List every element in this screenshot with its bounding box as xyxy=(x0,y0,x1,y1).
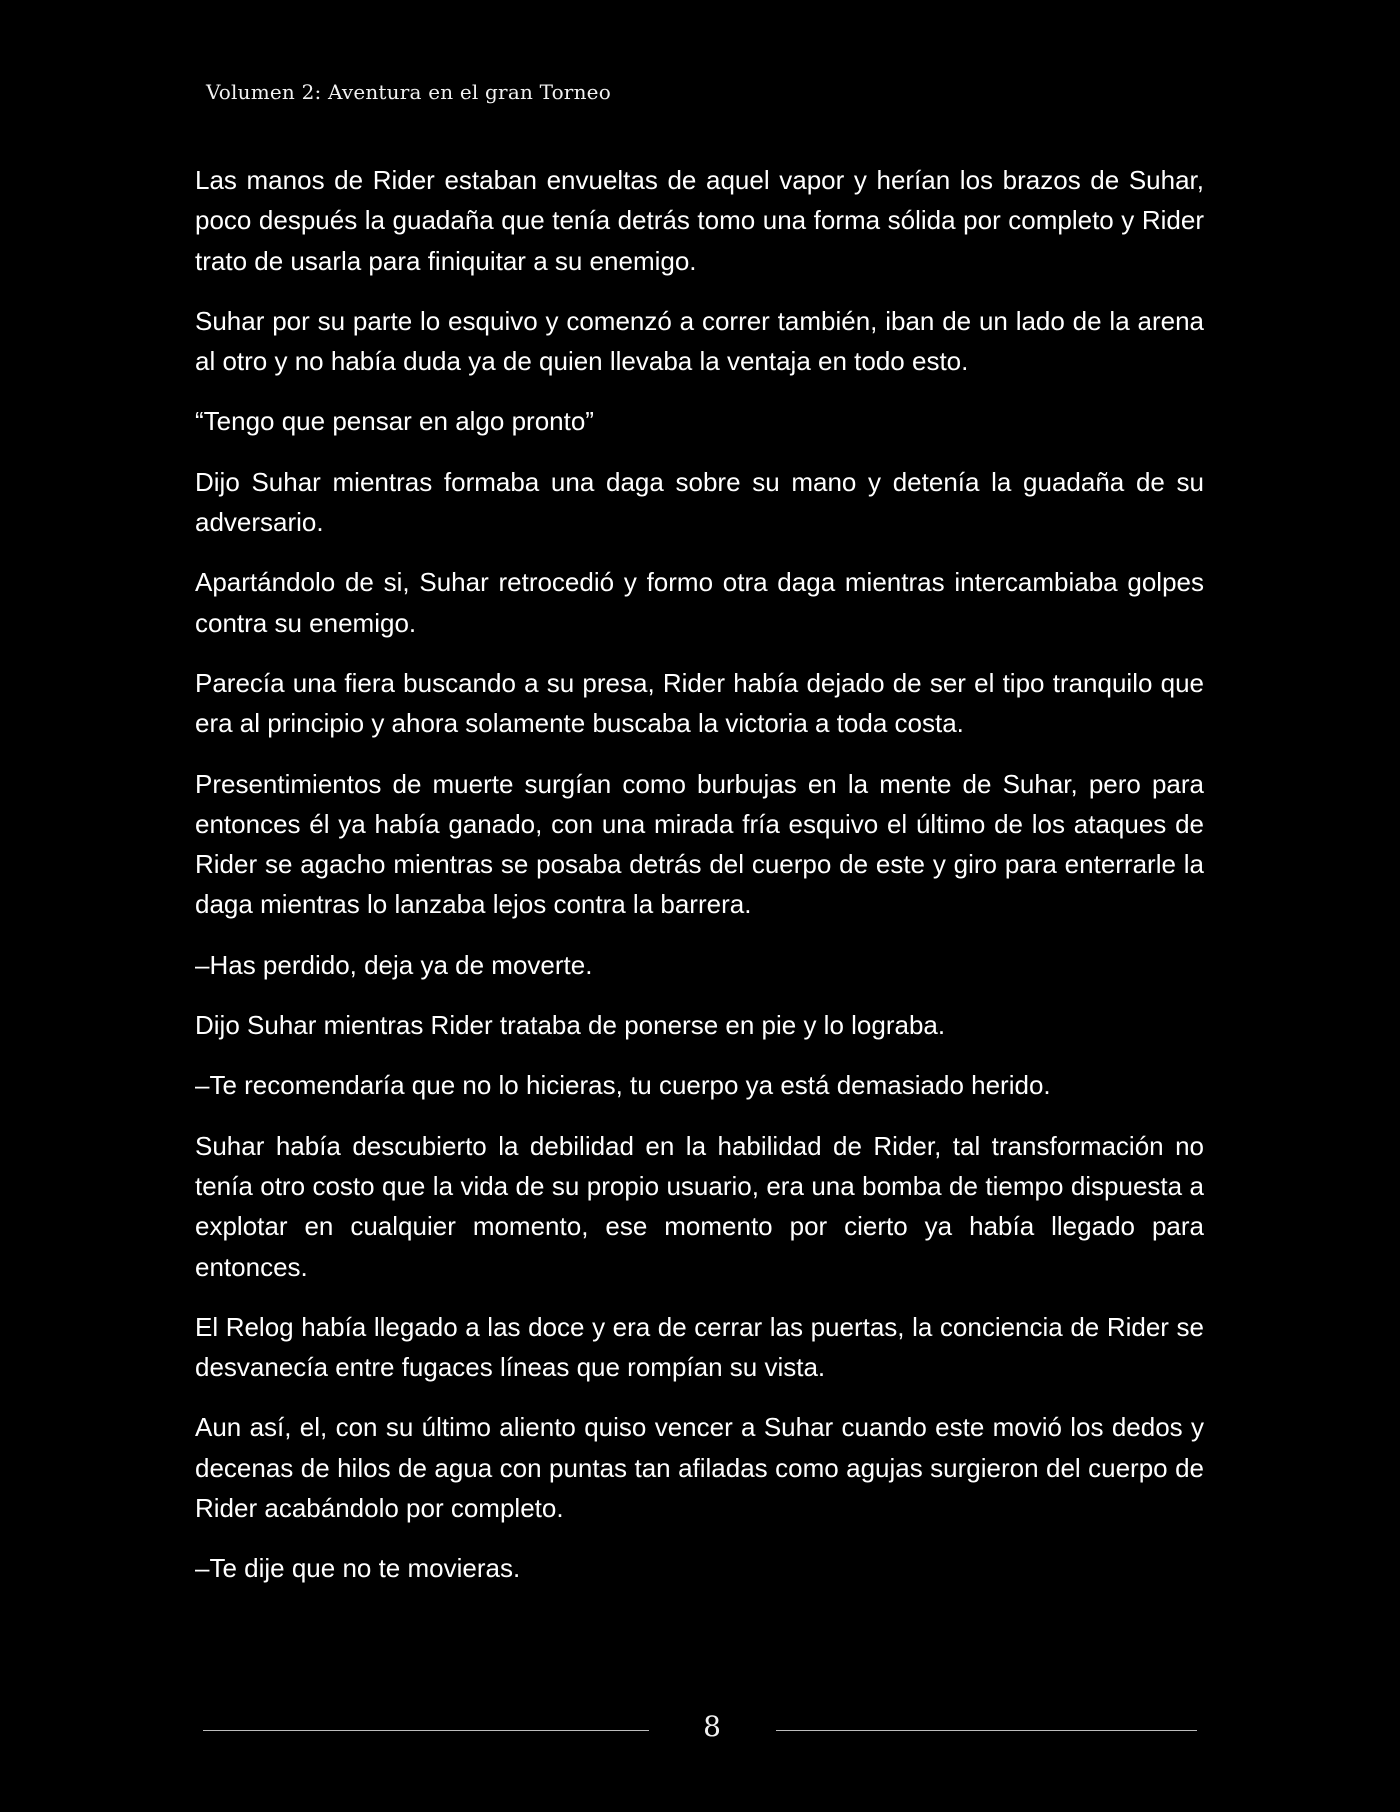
paragraph: “Tengo que pensar en algo pronto” xyxy=(195,406,594,437)
paragraph: –Te recomendaría que no lo hicieras, tu cuerpo ya está demasiado herido. xyxy=(195,1070,1051,1101)
paragraph: Las manos de Rider estaban envueltas de aquel vapor y herían los brazos de Suhar, poco después la guadaña que tenía detrás tomo una forma sólida por completo y Rider trato de usarla para finiquitar a su enemigo. xyxy=(195,165,1204,276)
paragraph: Parecía una fiera buscando a su presa, Rider había dejado de ser el tipo tranquilo que era al principio y ahora solamente buscaba la victoria a toda costa. xyxy=(195,667,1204,739)
paragraph: Dijo Suhar mientras Rider trataba de ponerse en pie y lo lograba. xyxy=(195,1010,946,1041)
paragraph: –Has perdido, deja ya de moverte. xyxy=(195,949,593,980)
paragraph: Suhar por su parte lo esquivo y comenzó a correr también, iban de un lado de la arena al otro y no había duda ya de quien llevaba la ventaja en todo esto. xyxy=(195,305,1204,377)
paragraph: Apartándolo de si, Suhar retrocedió y formo otra daga mientras intercambiaba golpes contra su enemigo. xyxy=(195,567,1204,638)
paragraph: El Relog había llegado a las doce y era de cerrar las puertas, la conciencia de Rider se desvanecía entre fugaces líneas que rompían su vista. xyxy=(195,1311,1204,1383)
paragraph: Dijo Suhar mientras formaba una daga sobre su mano y detenía la guadaña de su adversario. xyxy=(195,466,1204,538)
paragraph: –Te dije que no te movieras. xyxy=(195,1553,521,1584)
footer-rule-right xyxy=(776,1730,1197,1731)
running-header: Volumen 2: Aventura en el gran Torneo xyxy=(206,80,611,104)
footer-rule-left xyxy=(203,1730,649,1731)
paragraph: Suhar había descubierto la debilidad en la habilidad de Rider, tal transformación no tenía otro costo que la vida de su propio usuario, era una bomba de tiempo dispuesta a explotar en cualquier momento, ese momento por cierto ya había llegado para entonces. xyxy=(195,1130,1204,1282)
body-text xyxy=(195,160,1204,1609)
page-number: 8 xyxy=(703,1710,721,1743)
page-footer xyxy=(0,1700,1400,1760)
paragraph: Presentimientos de muerte surgían como burbujas en la mente de Suhar, pero para entonces él ya había ganado, con una mirada fría esquivo el último de los ataques de Rider se agacho mientras se posaba detrás del cuerpo de este y giro para enterrarle la daga mientras lo lanzaba lejos contra la barrera. xyxy=(195,768,1204,920)
paragraph: Aun así, el, con su último aliento quiso vencer a Suhar cuando este movió los dedos y decenas de hilos de agua con puntas tan afiladas como agujas surgieron del cuerpo de Rider acabándolo por completo. xyxy=(195,1412,1204,1524)
